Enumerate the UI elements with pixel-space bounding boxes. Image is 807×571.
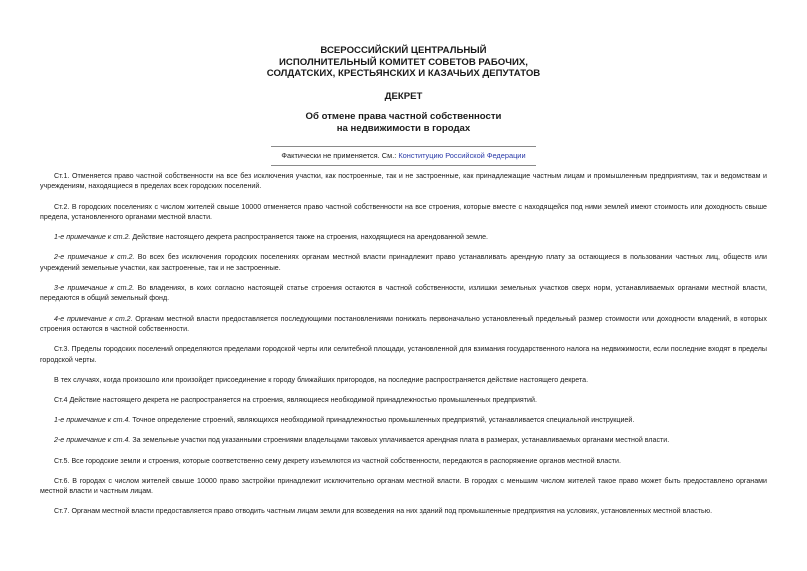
paragraph-text: Точное определение строений, являющихся необходимой принадлежностью промышленных предприятий, устанавливается специальной инструкцией. xyxy=(130,416,635,425)
paragraph xyxy=(40,252,767,273)
paragraph xyxy=(40,456,767,466)
document-type: ДЕКРЕТ xyxy=(384,91,423,102)
issuer-line-1: ВСЕРОССИЙСКИЙ ЦЕНТРАЛЬНЫЙ xyxy=(320,45,487,56)
paragraph xyxy=(40,506,767,516)
paragraph xyxy=(40,314,767,335)
paragraph xyxy=(40,283,767,304)
paragraph-text: Ст.2. В городских поселениях с числом жителей свыше 10000 отменяется право частной собственности на все строения, которые вместе с находящейся под ними землей имеют стоимость или доходность свыше предела, установленного органами местной власти. xyxy=(40,202,767,222)
paragraph xyxy=(40,435,767,445)
article-note-reference: 4-е примечание к ст.2. xyxy=(54,314,133,323)
paragraph-text: Во владениях, в коих согласно настоящей статье строения остаются в частной собственности, излишки земельных участков сверх норм, устанавливаемых органами местной власти, передаются в общий земельный фонд. xyxy=(40,284,767,303)
paragraph-text: Ст.1. Отменяется право частной собственности на все без исключения участки, как построенные, так и не застроенные, как принадлежащие частным лицам и промышленным предприятиям, так и ведомствам и учреждениям, находящиеся в пределах всех городских поселений. xyxy=(40,172,767,191)
bottom-divider xyxy=(271,165,536,166)
paragraph xyxy=(40,202,767,223)
paragraph-text: Ст.7. Органам местной власти предоставляется право отводить частным лицам земли для возведения на них зданий под промышленные предприятия на условиях, установленных местной властью. xyxy=(54,507,713,516)
paragraph xyxy=(40,395,767,405)
article-note-reference: 2-е примечание к ст.2. xyxy=(54,253,135,262)
article-note-reference: 2-е примечание к ст.4. xyxy=(54,436,131,445)
paragraph-text: Ст.3. Пределы городских поселений определяются пределами городской черты или селитебной площади, установленной для взимания государственного налога на недвижимости, если последние входят в пределы городской черты. xyxy=(40,345,767,364)
paragraph-text: Во всех без исключения городских поселениях органам местной власти принадлежит право устанавливать арендную плату за остающиеся в пользовании частных лиц, обществ или учреждений земельные участки, как застроенные, так и не застроенные. xyxy=(40,253,767,272)
document-title xyxy=(0,111,807,134)
document-body xyxy=(40,171,767,527)
paragraph-text: Действие настоящего декрета распространяется также на строения, находящиеся на арендованной земле. xyxy=(130,233,489,242)
top-divider xyxy=(271,146,536,147)
paragraph xyxy=(40,476,767,497)
paragraph-text: Ст.6. В городах с числом жителей свыше 10000 право застройки принадлежит исключительно органам местной власти. В городах с меньшим числом жителей такое право может быть предоставлено органами местной власти и частным лицам. xyxy=(40,476,767,496)
constitution-link[interactable]: Конституцию Российской Федерации xyxy=(398,151,526,160)
status-note-text: Фактически не применяется. См.: xyxy=(281,151,397,160)
issuer-heading xyxy=(0,45,807,80)
status-note xyxy=(0,151,807,160)
issuer-line-3: СОЛДАТСКИХ, КРЕСТЬЯНСКИХ И КАЗАЧЬИХ ДЕПУТАТОВ xyxy=(266,68,541,79)
paragraph-text: Органам местной власти предоставляется последующими постановлениями понижать первоначально установленный предельный размер стоимости или доходности владений, в которых строения остаются в частной собственности. xyxy=(40,314,767,334)
paragraph-text: За земельные участки под указанными строениями владельцами таковых уплачивается арендная плата в размерах, устанавливаемых органами местной власти. xyxy=(130,436,670,445)
paragraph xyxy=(40,171,767,192)
article-note-reference: 1-е примечание к ст.2. xyxy=(54,233,131,242)
title-line-1: Об отмене права частной собственности xyxy=(305,111,502,122)
paragraph xyxy=(40,344,767,365)
paragraph-text: Ст.5. Все городские земли и строения, которые соответственно сему декрету изъемлются из частной собственности, передаются в распоряжение органов местной власти. xyxy=(54,456,621,465)
issuer-line-2: ИСПОЛНИТЕЛЬНЫЙ КОМИТЕТ СОВЕТОВ РАБОЧИХ, xyxy=(279,56,528,68)
paragraph xyxy=(40,375,767,385)
article-note-reference: 3-е примечание к ст.2. xyxy=(54,284,135,293)
title-line-2: на недвижимости в городах xyxy=(336,122,471,134)
article-note-reference: 1-е примечание к ст.4. xyxy=(54,416,131,425)
paragraph-text: В тех случаях, когда произошло или произойдет присоединение к городу ближайших пригородов, на последние распространяется действие настоящего декрета. xyxy=(54,375,589,384)
paragraph xyxy=(40,415,767,425)
paragraph-text: Ст.4 Действие настоящего декрета не распространяется на строения, являющиеся необходимой принадлежностью промышленных предприятий. xyxy=(54,396,537,405)
paragraph xyxy=(40,232,767,242)
